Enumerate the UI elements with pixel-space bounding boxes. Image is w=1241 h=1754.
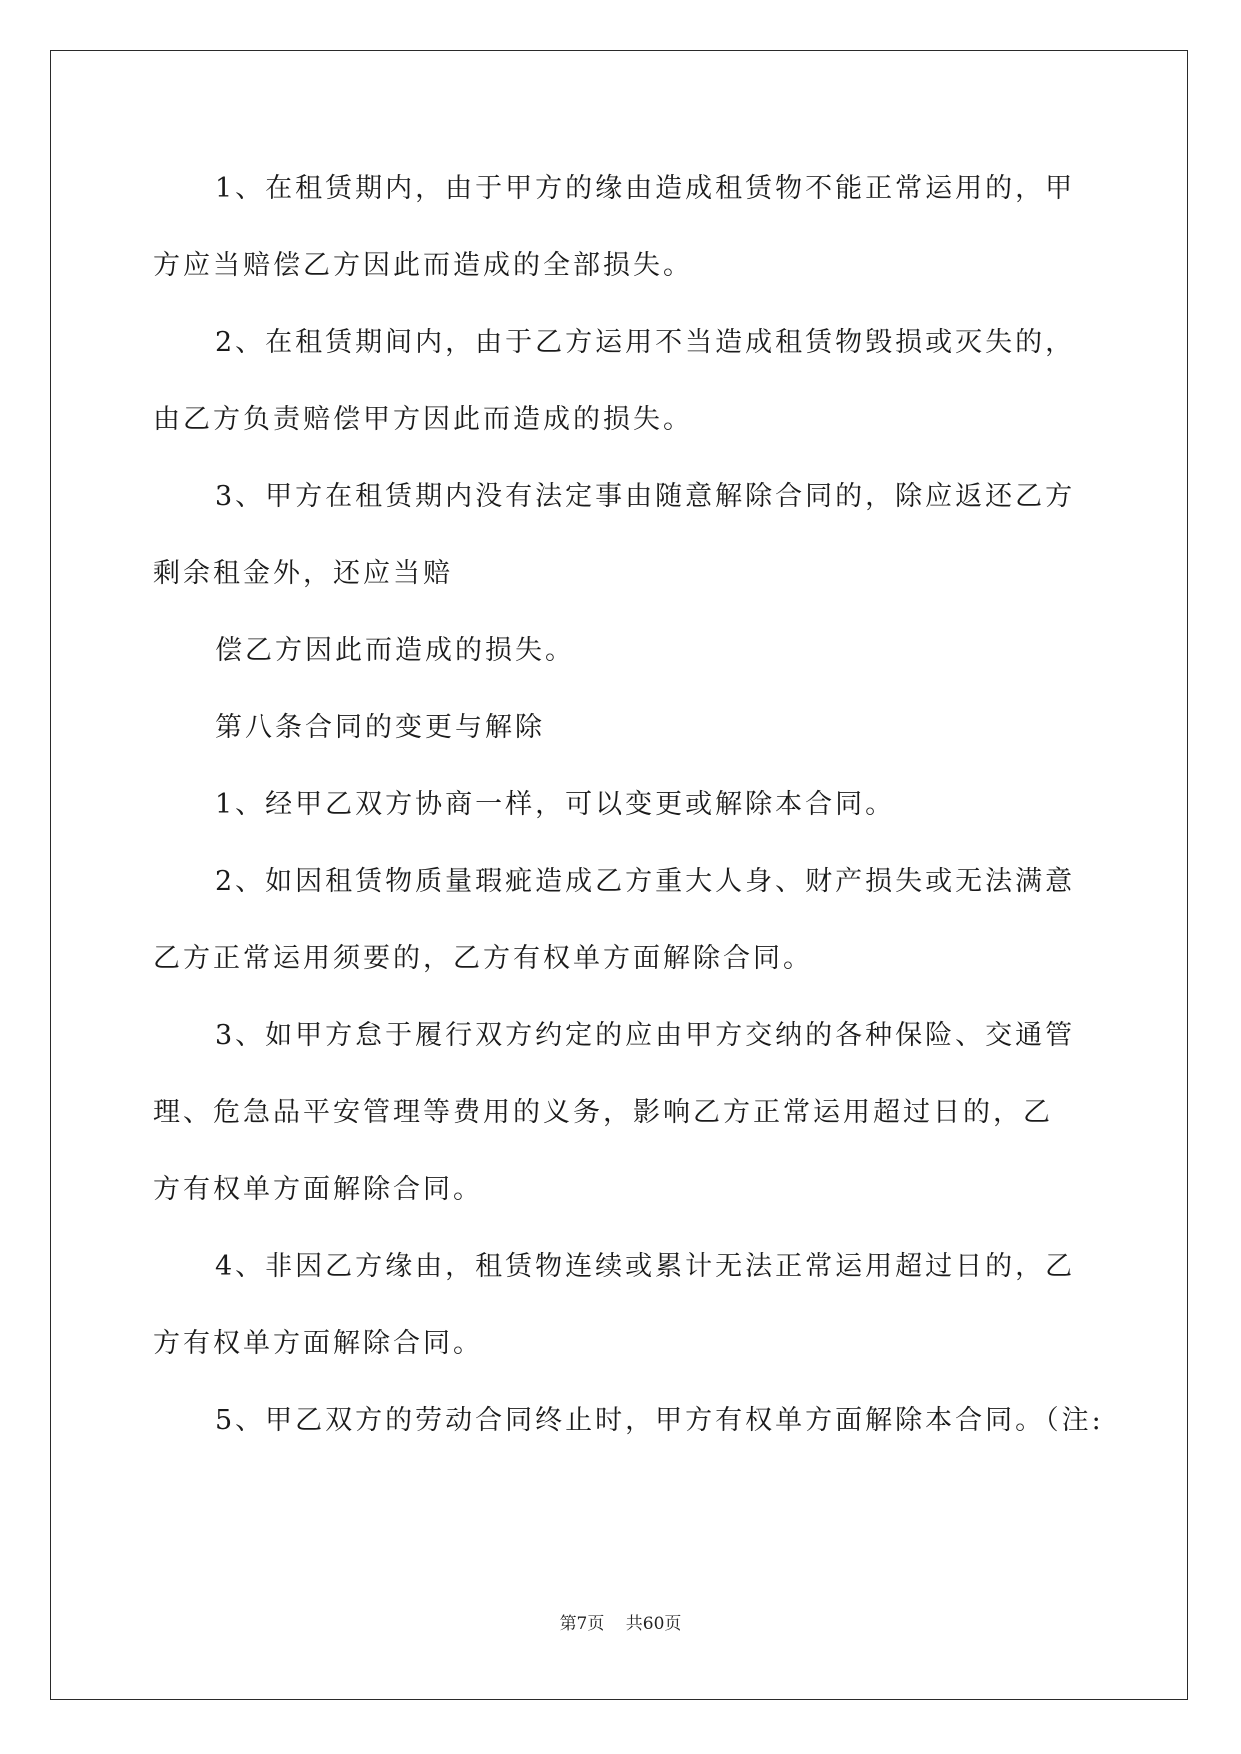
total-pages-label: 共60页 bbox=[625, 1614, 682, 1634]
paragraph-line: 1、经甲乙双方协商一样，可以变更或解除本合同。 bbox=[215, 789, 896, 820]
paragraph-line: 乙方正常运用须要的，乙方有权单方面解除合同。 bbox=[153, 943, 813, 974]
paragraph-line: 剩余租金外，还应当赔 bbox=[153, 558, 453, 589]
paragraph-line: 5、甲乙双方的劳动合同终止时，甲方有权单方面解除本合同。（注: bbox=[215, 1405, 1104, 1436]
paragraph-line: 3、甲方在租赁期内没有法定事由随意解除合同的，除应返还乙方 bbox=[215, 481, 1076, 512]
section-heading: 第八条合同的变更与解除 bbox=[215, 712, 545, 743]
paragraph-line: 方有权单方面解除合同。 bbox=[153, 1328, 483, 1359]
paragraph-line: 1、在租赁期内，由于甲方的缘由造成租赁物不能正常运用的，甲 bbox=[215, 173, 1076, 204]
page-footer bbox=[0, 1613, 1241, 1635]
paragraph-line: 2、如因租赁物质量瑕疵造成乙方重大人身、财产损失或无法满意 bbox=[215, 866, 1076, 897]
paragraph-line: 方应当赔偿乙方因此而造成的全部损失。 bbox=[153, 250, 693, 281]
paragraph-line: 2、在租赁期间内，由于乙方运用不当造成租赁物毁损或灭失的， bbox=[215, 327, 1076, 358]
paragraph-line: 理、危急品平安管理等费用的义务，影响乙方正常运用超过日的，乙 bbox=[153, 1097, 1053, 1128]
paragraph-line: 4、非因乙方缘由，租赁物连续或累计无法正常运用超过日的，乙 bbox=[215, 1251, 1076, 1282]
paragraph-line: 方有权单方面解除合同。 bbox=[153, 1174, 483, 1205]
paragraph-line: 偿乙方因此而造成的损失。 bbox=[215, 635, 575, 666]
paragraph-line: 由乙方负责赔偿甲方因此而造成的损失。 bbox=[153, 404, 693, 435]
current-page-label: 第7页 bbox=[559, 1614, 605, 1634]
paragraph-line: 3、如甲方怠于履行双方约定的应由甲方交纳的各种保险、交通管 bbox=[215, 1020, 1076, 1051]
